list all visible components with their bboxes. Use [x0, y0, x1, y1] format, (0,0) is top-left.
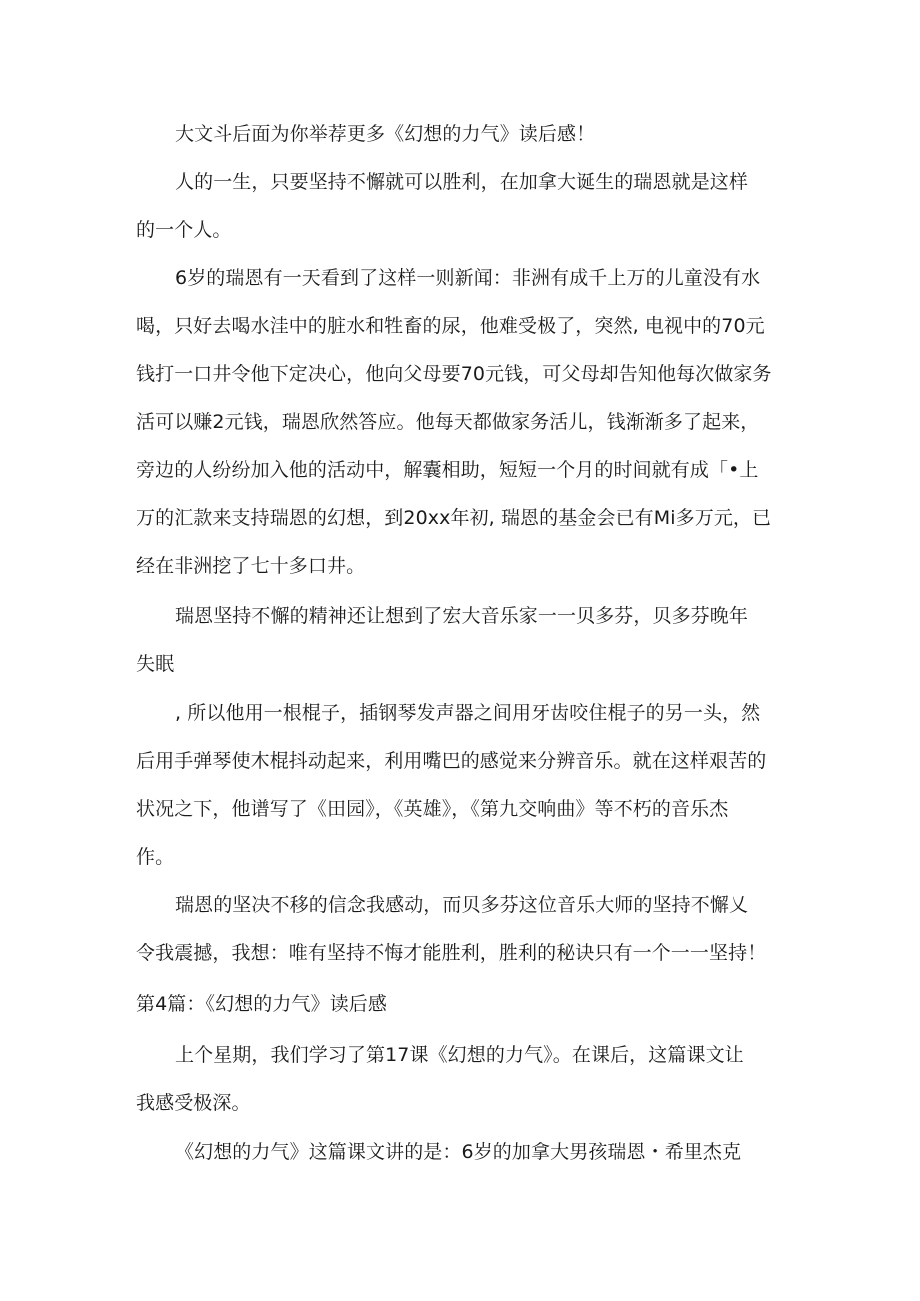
paragraph-2-line-5: 旁边的人纷纷加入他的活动中，解囊相助，短短一个月的时间就有成「•上: [136, 459, 759, 481]
paragraph-2-line-4: 活可以赚2元钱，瑞恩欣然答应。他每天都做家务活儿，钱渐渐多了起来，: [136, 411, 760, 433]
paragraph-3-line-2: 失眠: [136, 653, 175, 675]
paragraph-4-line-4: 作。: [136, 846, 175, 868]
paragraph-7-line-1: 《幻想的力气》这篇课文讲的是：6岁的加拿大男孩瑞恩・希里杰克: [175, 1141, 742, 1163]
paragraph-2-line-7: 经在非洲挖了七十多口井。: [136, 555, 366, 577]
section-heading: 第4篇：《幻想的力气》读后感: [136, 993, 387, 1015]
paragraph-4-line-2: 后用手弹琴使木棍抖动起来，利用嘴巴的感觉来分辨音乐。就在这样艰苦的: [136, 750, 767, 772]
paragraph-5-line-1: 瑞恩的坚决不移的信念我感动，而贝多芬这位音乐大师的坚持不懈乂: [175, 894, 749, 916]
paragraph-3-line-1: 瑞恩坚持不懈的精神还让想到了宏大音乐家一一贝多芬，贝多芬晚年: [175, 605, 749, 627]
paragraph-6-line-1: 上个星期，我们学习了第17课《幻想的力气》。在课后，这篇课文让: [175, 1044, 744, 1066]
paragraph-2-line-2: 喝，只好去喝水洼中的脏水和牲畜的尿，他难受极了，突然, 电视中的70元: [136, 315, 765, 337]
paragraph-2-line-6: 万的汇款来支持瑞恩的幻想，到20xx年初, 瑞恩的基金会已有Mi多万元，已: [136, 507, 772, 529]
paragraph-5-line-2: 令我震撼，我想：唯有坚持不悔才能胜利，胜利的秘诀只有一个一一坚持！: [136, 942, 767, 964]
paragraph-6-line-2: 我感受极深。: [136, 1092, 251, 1114]
paragraph-4-line-1: , 所以他用一根棍子，插钢琴发声器之间用牙齿咬住棍子的另一头，然: [175, 702, 761, 724]
intro-line: 大文斗后面为你举荐更多《幻想的力气》读后感！: [175, 123, 596, 145]
paragraph-4-line-3: 状况之下，他谱写了《田园》，《英雄》，《第九交响曲》等不朽的音乐杰: [136, 798, 729, 820]
paragraph-1-line-1: 人的一生，只要坚持不懈就可以胜利，在加拿大诞生的瑞恩就是这样: [175, 171, 749, 193]
paragraph-2-line-1: 6岁的瑞恩有一天看到了这样一则新闻：非洲有成千上万的儿童没有水: [175, 267, 761, 289]
paragraph-2-line-3: 钱打一口井令他下定决心，他向父母要70元钱，可父母却告知他每次做家务: [136, 363, 772, 385]
paragraph-1-line-2: 的一个人。: [136, 219, 232, 241]
